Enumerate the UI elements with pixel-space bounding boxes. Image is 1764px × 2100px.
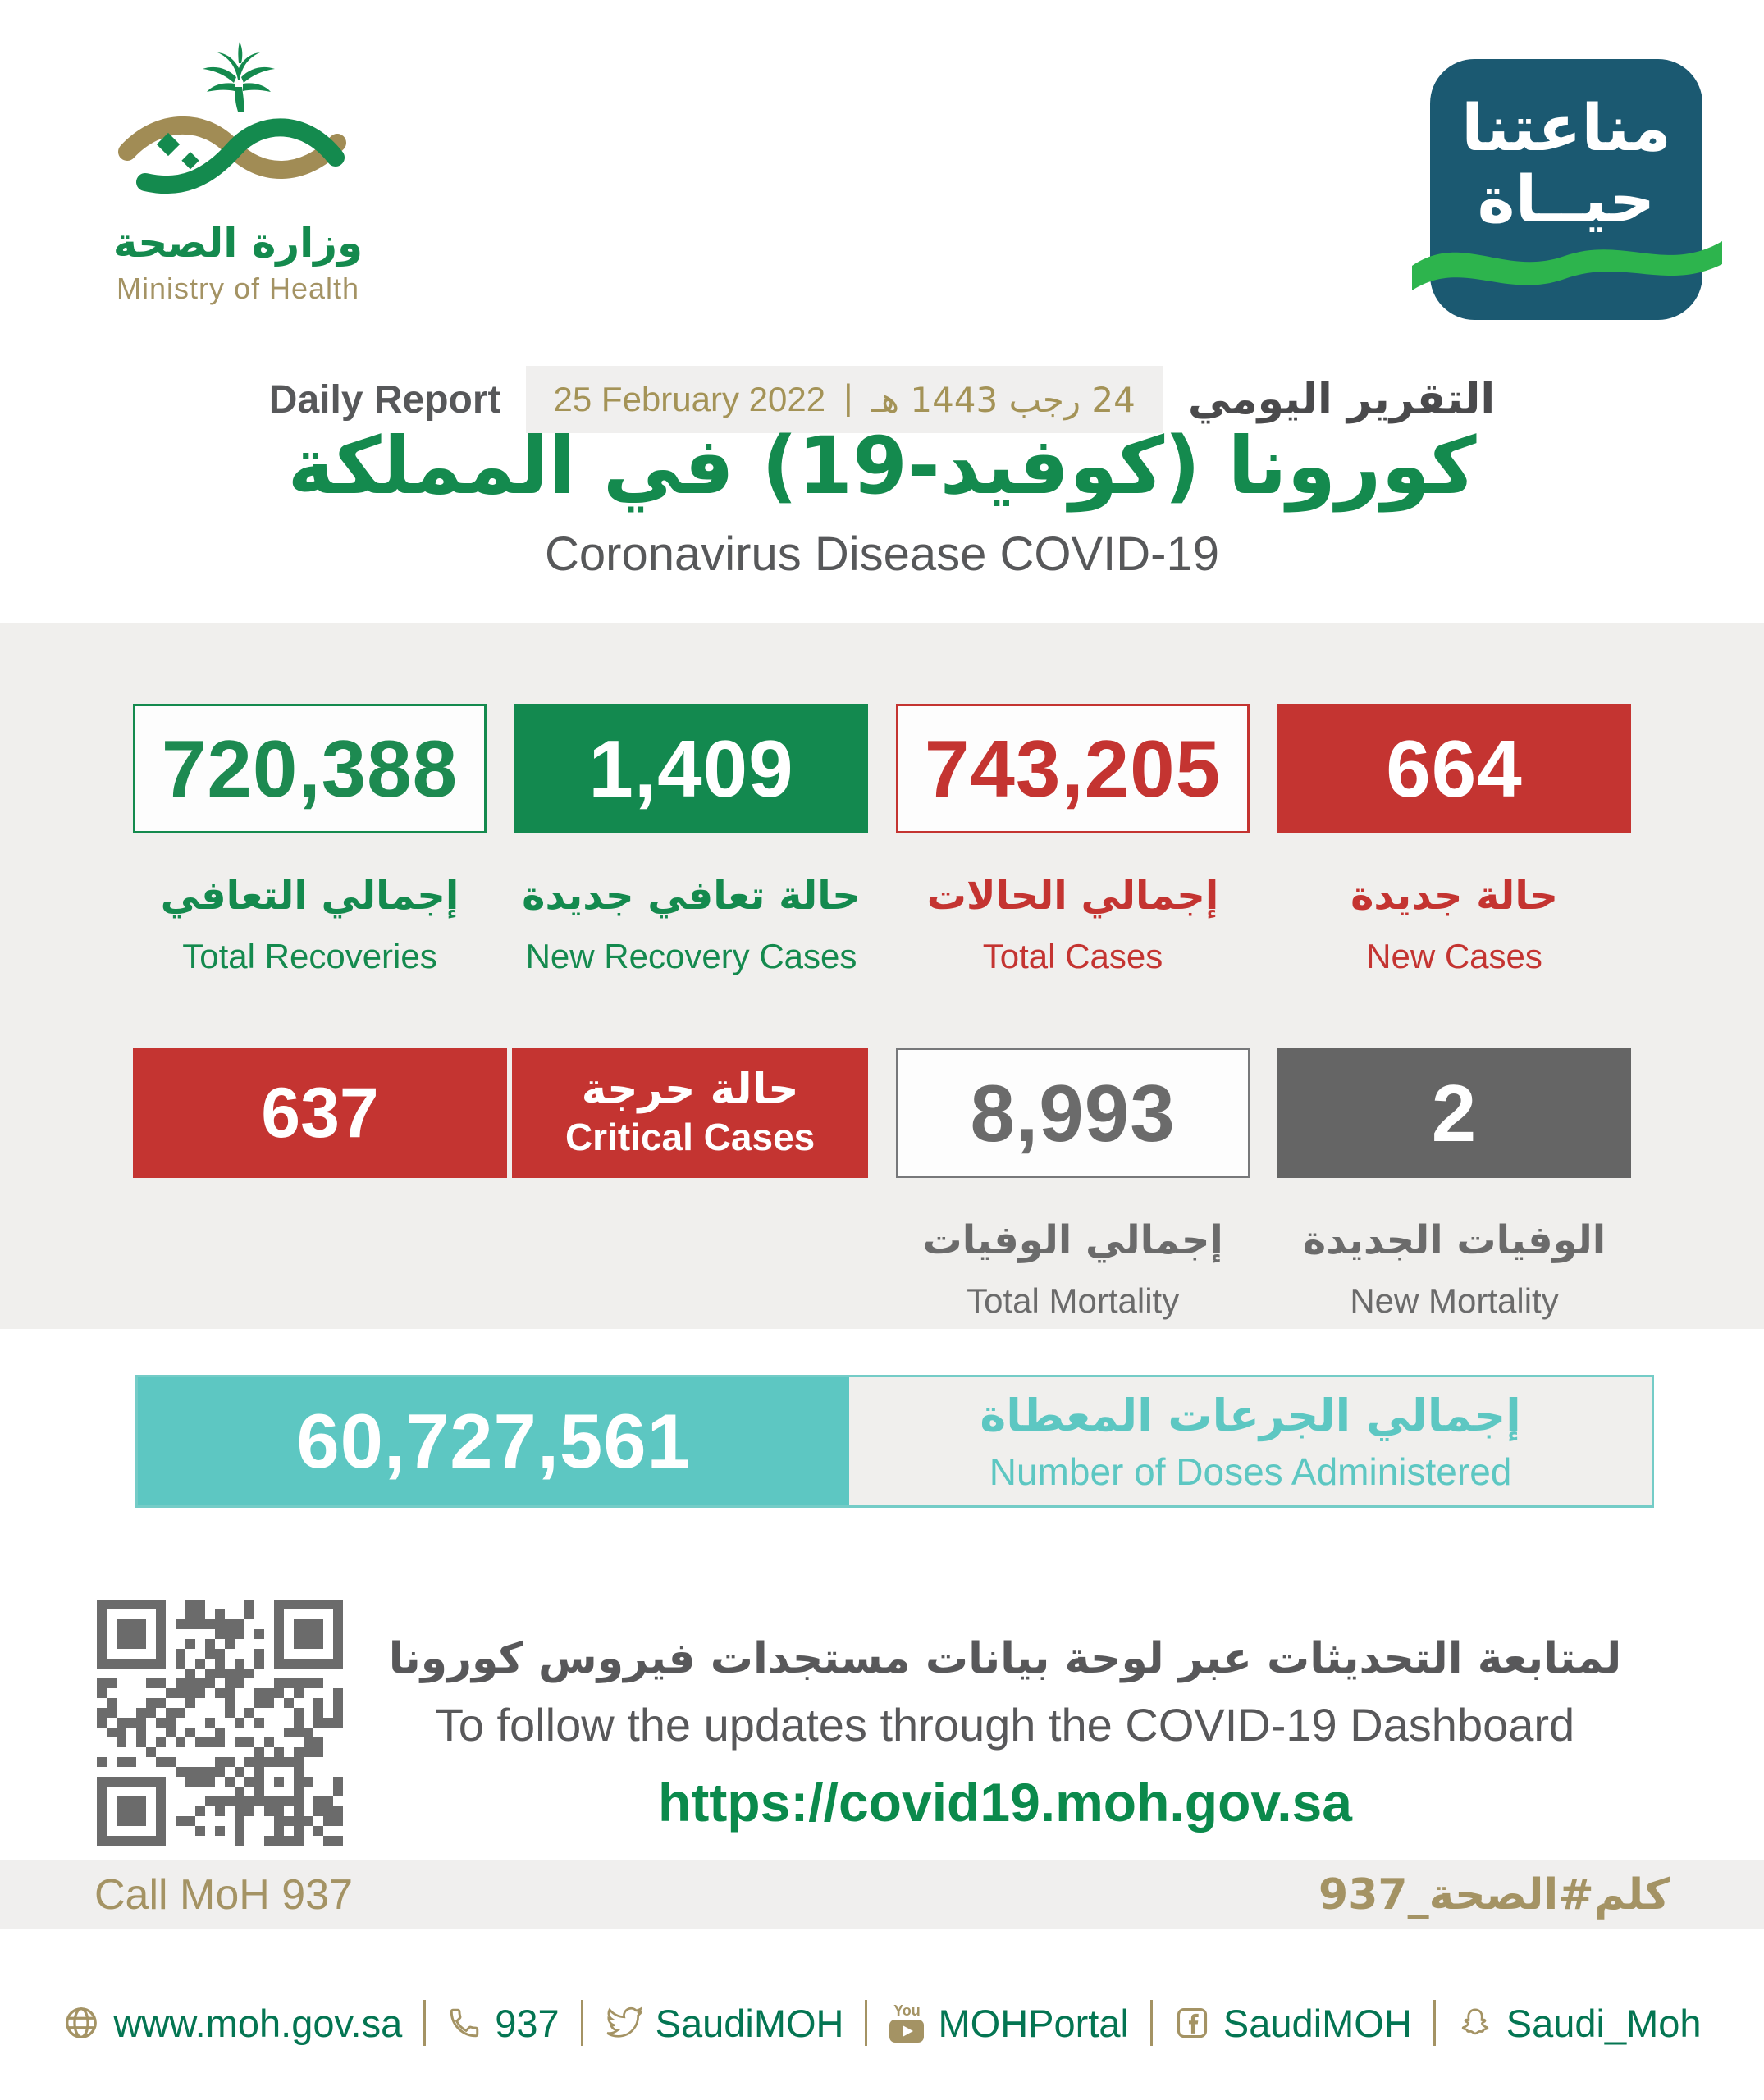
critical-cases-value: 637 xyxy=(261,1073,379,1153)
critical-cases-value-box xyxy=(133,1048,507,1178)
new-mortality-label-ar: الوفيات الجديدة xyxy=(1302,1217,1606,1263)
stats-row-1 xyxy=(133,704,1631,976)
critical-cases-label-en: Critical Cases xyxy=(564,1116,816,1159)
stat-total-cases xyxy=(896,704,1250,976)
stat-new-cases xyxy=(1277,704,1631,976)
total-cases-value: 743,205 xyxy=(924,723,1222,814)
twitter-icon xyxy=(605,2004,642,2042)
dashboard-info xyxy=(353,1634,1657,1833)
new-cases-value: 664 xyxy=(1386,723,1523,814)
youtube-icon: You xyxy=(889,2003,925,2043)
snapchat-icon xyxy=(1457,2005,1493,2041)
total-mortality-card xyxy=(896,1048,1250,1178)
total-mortality-label-ar: إجمالي الوفيات xyxy=(922,1217,1223,1263)
facebook-icon xyxy=(1174,2005,1210,2041)
doses-value-box xyxy=(138,1377,849,1505)
critical-cases-label-box xyxy=(512,1048,868,1178)
total-cases-label-ar: إجمالي الحالات xyxy=(926,873,1219,919)
daily-report-label-ar: التقرير اليومي xyxy=(1187,375,1496,424)
total-mortality-value: 8,993 xyxy=(970,1067,1176,1158)
footer-item-facebook[interactable]: SaudiMOH xyxy=(1174,2001,1412,2046)
date-gregorian: 25 February 2022 xyxy=(553,380,826,418)
moh-logo-arabic: وزارة الصحة xyxy=(112,219,363,267)
dashboard-url-link[interactable]: https://covid19.moh.gov.sa xyxy=(658,1772,1352,1833)
badge-wave-icon xyxy=(1412,215,1722,300)
moh-logo-english: Ministry of Health xyxy=(116,272,360,305)
page-title-english: Coronavirus Disease COVID-19 xyxy=(545,527,1219,581)
total-recoveries-label-en: Total Recoveries xyxy=(182,937,437,975)
contact-strip xyxy=(0,1860,1764,1929)
stat-new-recovery-cases xyxy=(514,704,868,976)
doses-label-box xyxy=(849,1377,1652,1505)
moh-logo xyxy=(78,41,398,306)
immunity-badge-text: مناعتنا حيــاة xyxy=(1461,92,1671,238)
date-separator: | xyxy=(843,377,853,418)
footer-item-website[interactable]: www.moh.gov.sa xyxy=(62,2001,402,2046)
phone-icon xyxy=(447,2006,482,2040)
immunity-badge xyxy=(1430,59,1702,320)
footer-social-bar xyxy=(0,2000,1764,2046)
doses-bar xyxy=(135,1375,1654,1508)
doses-label-ar: إجمالي الجرعات المعطاة xyxy=(980,1389,1521,1441)
footer-separator xyxy=(1150,2000,1153,2046)
doses-label-en: Number of Doses Administered xyxy=(989,1449,1512,1493)
footer-separator xyxy=(581,2000,583,2046)
total-recoveries-label-ar: إجمالي التعافي xyxy=(160,873,459,919)
call-moh-label: Call MoH 937 xyxy=(94,1871,354,1919)
new-recovery-cases-value: 1,409 xyxy=(588,723,794,814)
footer-item-twitter[interactable]: SaudiMOH xyxy=(605,2001,844,2046)
total-recoveries-value: 720,388 xyxy=(161,723,459,814)
stat-critical-cases xyxy=(133,1048,868,1321)
new-recovery-cases-card xyxy=(514,704,868,833)
hashtag-label: كلم#الصحة_937 xyxy=(1318,1870,1670,1920)
total-cases-label-en: Total Cases xyxy=(982,937,1163,975)
dashboard-line-en: To follow the updates through the COVID-19 Dashboard xyxy=(435,1699,1575,1751)
new-mortality-card xyxy=(1277,1048,1631,1178)
new-cases-label-ar: حالة جديدة xyxy=(1350,873,1558,919)
globe-icon xyxy=(62,2004,100,2042)
footer-separator xyxy=(1433,2000,1436,2046)
page-title-arabic: كورونا (كوفيد-19) في المملكة xyxy=(287,420,1477,512)
new-recovery-cases-label-ar: حالة تعافي جديدة xyxy=(522,873,861,919)
footer-item-youtube[interactable]: You MOHPortal xyxy=(889,2001,1128,2046)
stats-section xyxy=(0,623,1764,1329)
footer-separator xyxy=(423,2000,426,2046)
total-mortality-label-en: Total Mortality xyxy=(967,1281,1180,1320)
new-mortality-label-en: New Mortality xyxy=(1350,1281,1559,1320)
dashboard-line-ar: لمتابعة التحديثات عبر لوحة بيانات مستجدات فيروس كورونا xyxy=(388,1634,1622,1683)
footer-item-snapchat[interactable]: Saudi_Moh xyxy=(1457,2001,1702,2046)
date-hijri: 24 رجب 1443 هـ xyxy=(871,379,1136,420)
new-cases-card xyxy=(1277,704,1631,833)
doses-value: 60,727,561 xyxy=(296,1398,691,1484)
stats-row-2 xyxy=(133,1048,1631,1321)
new-cases-label-en: New Cases xyxy=(1366,937,1542,975)
daily-report-label-en: Daily Report xyxy=(268,377,501,422)
stat-total-recoveries xyxy=(133,704,487,976)
new-recovery-cases-label-en: New Recovery Cases xyxy=(525,937,857,975)
stat-new-mortality xyxy=(1277,1048,1631,1321)
total-recoveries-card xyxy=(133,704,487,833)
critical-cases-label-ar: حالة حرجة xyxy=(581,1064,799,1114)
new-mortality-value: 2 xyxy=(1431,1067,1478,1158)
moh-logo-mark-icon xyxy=(103,41,373,217)
total-cases-card xyxy=(896,704,1250,833)
critical-cases-card xyxy=(133,1048,868,1178)
qr-code xyxy=(97,1600,343,1846)
footer-item-phone[interactable]: 937 xyxy=(447,2001,559,2046)
footer-separator xyxy=(865,2000,867,2046)
stat-total-mortality xyxy=(896,1048,1250,1321)
